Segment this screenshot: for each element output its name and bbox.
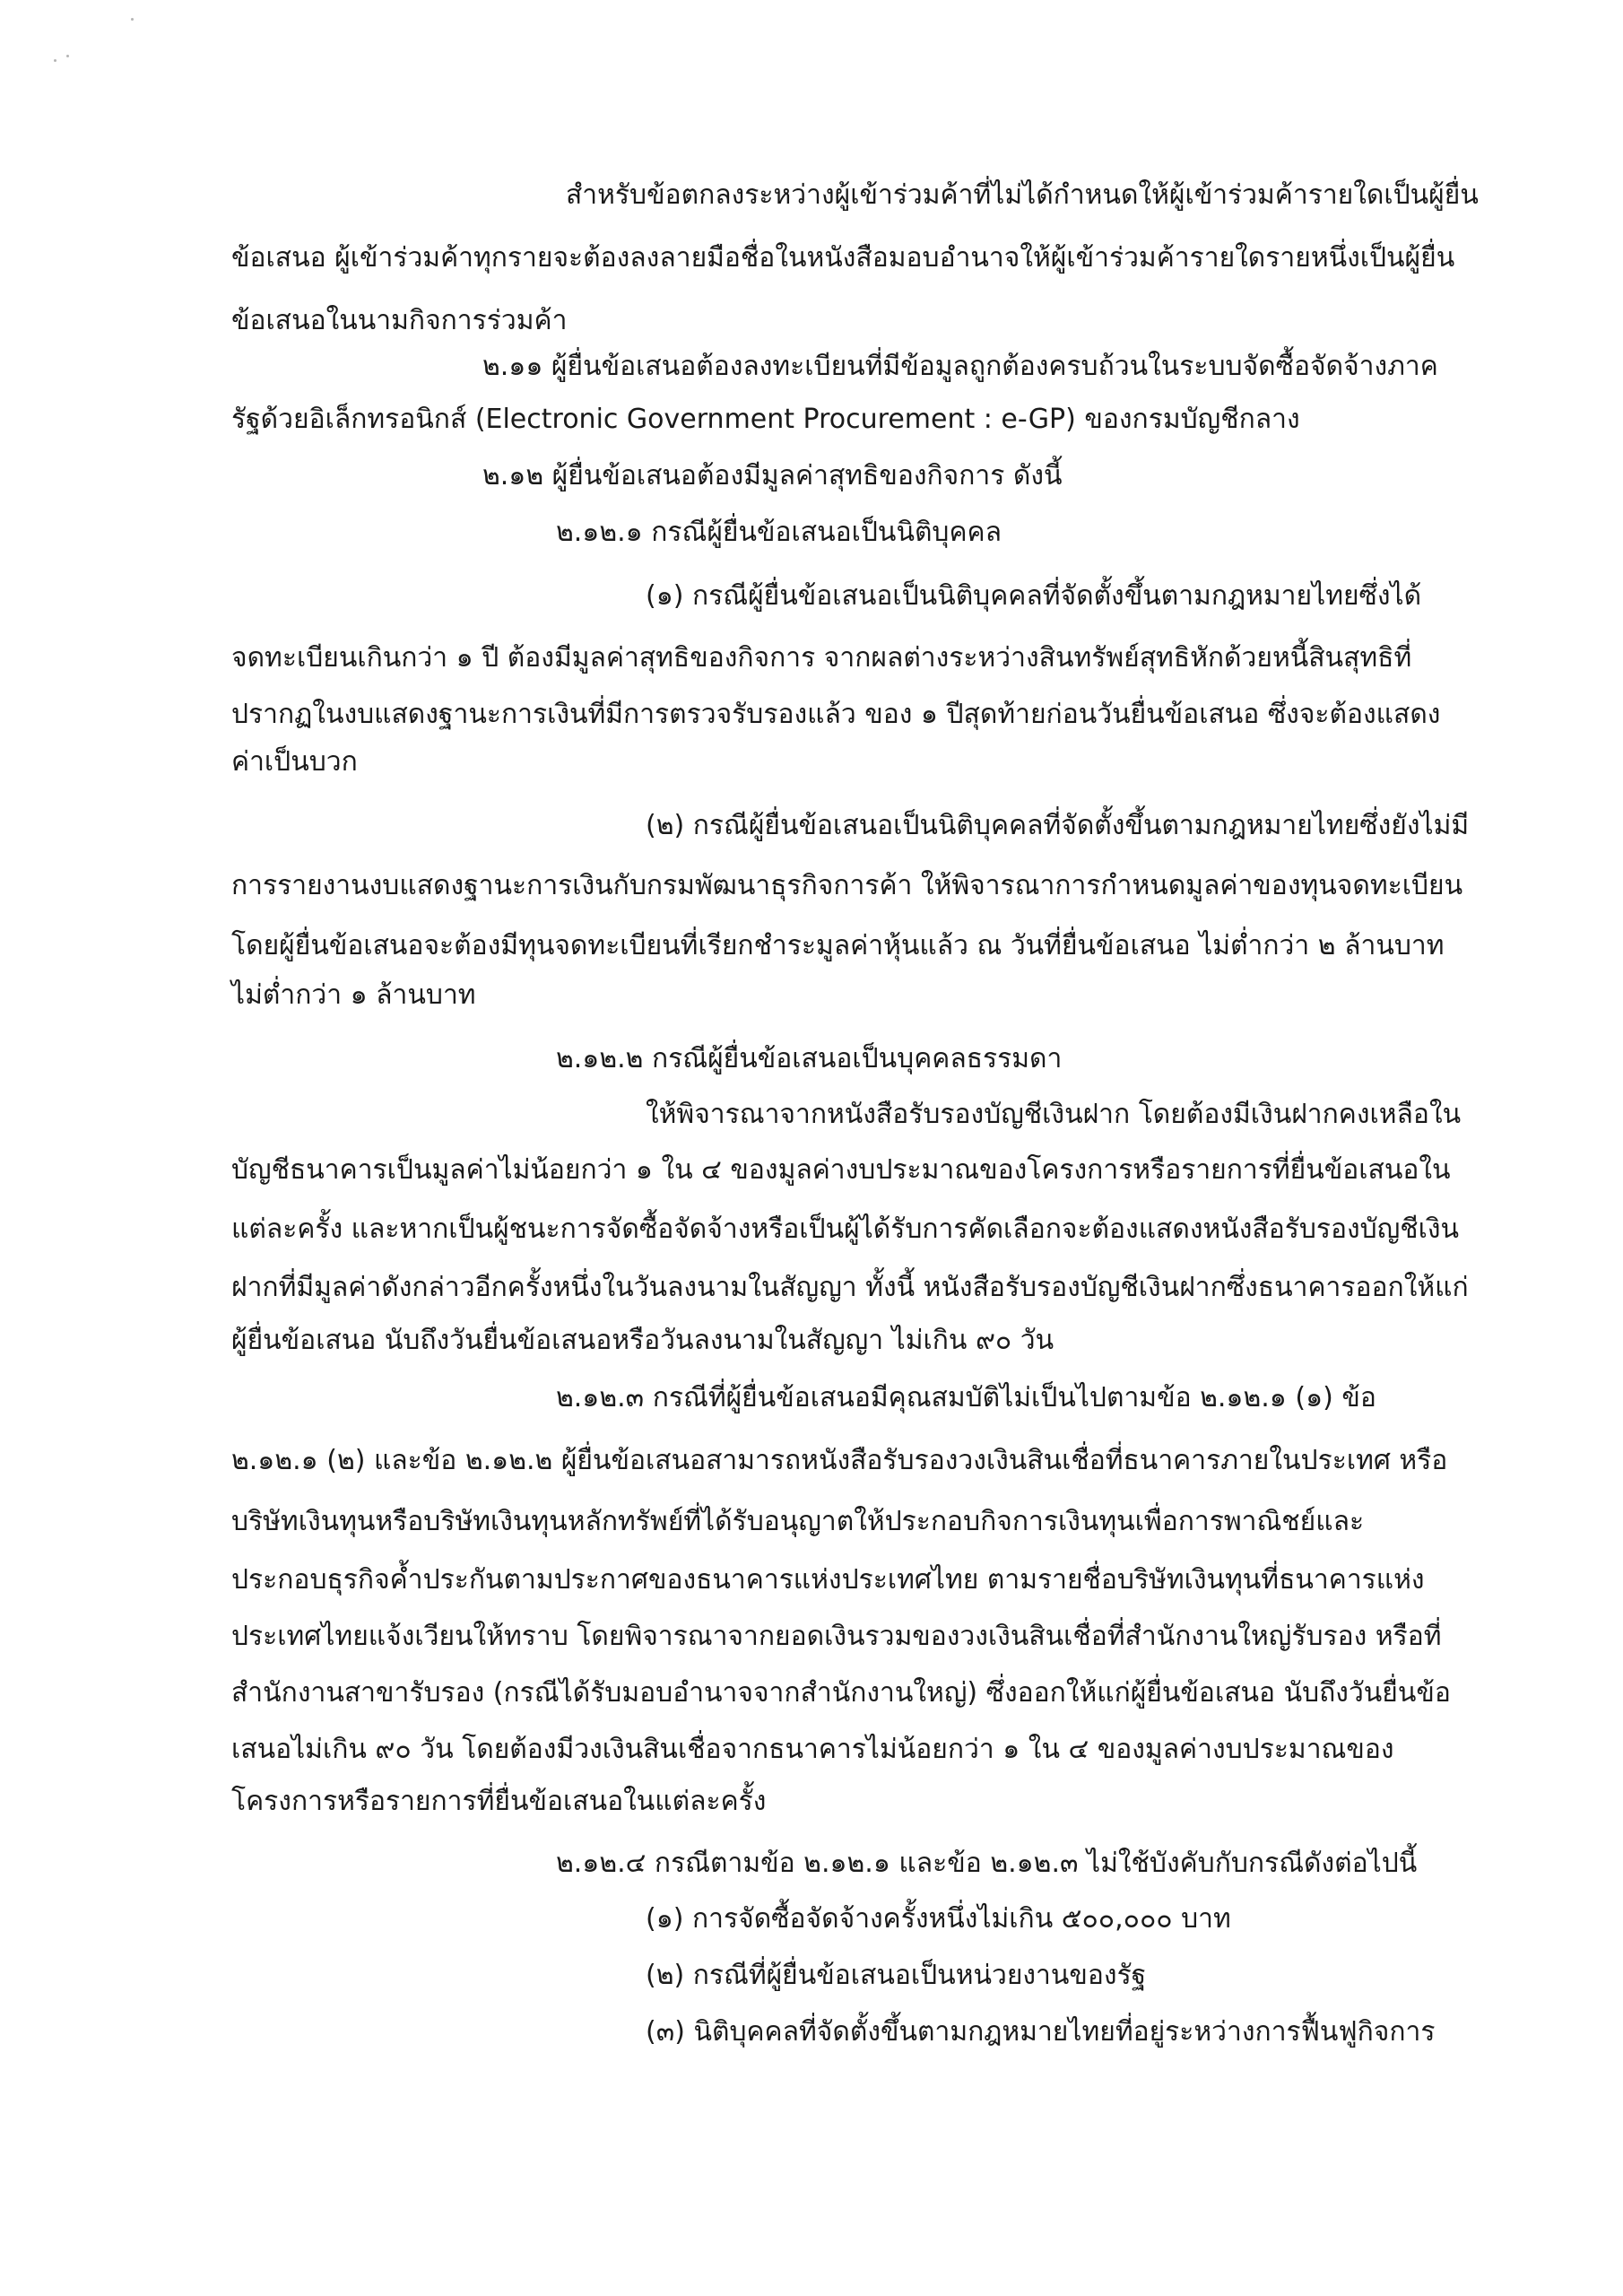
paragraph-line: ประเทศไทยแจ้งเวียนให้ทราบ โดยพิจารณาจากยอดเงินรวมของวงเงินสินเชื่อที่สำนักงานใหญ่รับรอง หรือที่ (231, 1621, 1442, 1652)
scan-speck (66, 55, 69, 57)
list-item: (๒) กรณีผู้ยื่นข้อเสนอเป็นนิติบุคคลที่จัดตั้งขึ้นตามกฎหมายไทยซึ่งยังไม่มี (646, 810, 1470, 841)
paragraph-line: ปรากฏในงบแสดงฐานะการเงินที่มีการตรวจรับรองแล้ว ของ ๑ ปีสุดท้ายก่อนวันยื่นข้อเสนอ ซึ่งจะต้องแสดง (231, 699, 1441, 730)
subsection-heading: ๒.๑๒.๒ กรณีผู้ยื่นข้อเสนอเป็นบุคคลธรรมดา (556, 1043, 1063, 1074)
paragraph-line: รัฐด้วยอิเล็กทรอนิกส์ (Electronic Government Procurement : e-GP) ของกรมบัญชีกลาง (231, 404, 1300, 435)
paragraph-line: บัญชีธนาคารเป็นมูลค่าไม่น้อยกว่า ๑ ใน ๔ ของมูลค่างบประมาณของโครงการหรือรายการที่ยื่นข้อเสนอใน (231, 1154, 1451, 1186)
paragraph-line: เสนอไม่เกิน ๙๐ วัน โดยต้องมีวงเงินสินเชื่อจากธนาคารไม่น้อยกว่า ๑ ใน ๔ ของมูลค่างบประมาณของ (231, 1734, 1394, 1765)
list-item: (๑) การจัดซื้อจัดจ้างครั้งหนึ่งไม่เกิน ๕๐๐,๐๐๐ บาท (646, 1903, 1231, 1935)
paragraph-line: ผู้ยื่นข้อเสนอ นับถึงวันยื่นข้อเสนอหรือวันลงนามในสัญญา ไม่เกิน ๙๐ วัน (231, 1325, 1055, 1356)
paragraph-line: แต่ละครั้ง และหากเป็นผู้ชนะการจัดซื้อจัดจ้างหรือเป็นผู้ได้รับการคัดเลือกจะต้องแสดงหนังสือรับรองบัญชีเงิน (231, 1213, 1460, 1245)
paragraph-line: ฝากที่มีมูลค่าดังกล่าวอีกครั้งหนึ่งในวันลงนามในสัญญา ทั้งนี้ หนังสือรับรองบัญชีเงินฝากซึ่งธนาคารออกให้แก่ (231, 1272, 1469, 1303)
section-heading: ๒.๑๒ ผู้ยื่นข้อเสนอต้องมีมูลค่าสุทธิของกิจการ ดังนี้ (482, 460, 1063, 491)
paragraph-line: ไม่ต่ำกว่า ๑ ล้านบาท (231, 979, 476, 1011)
paragraph-line: ข้อเสนอในนามกิจการร่วมค้า (231, 305, 568, 336)
paragraph-line: การรายงานงบแสดงฐานะการเงินกับกรมพัฒนาธุรกิจการค้า ให้พิจารณาการกำหนดมูลค่าของทุนจดทะเบียน (231, 870, 1463, 901)
list-item: (๓) นิติบุคคลที่จัดตั้งขึ้นตามกฎหมายไทยที่อยู่ระหว่างการฟื้นฟูกิจการ (646, 2016, 1436, 2048)
paragraph-line: โครงการหรือรายการที่ยื่นข้อเสนอในแต่ละครั้ง (231, 1786, 767, 1817)
scan-speck (54, 59, 56, 62)
paragraph-line: ข้อเสนอ ผู้เข้าร่วมค้าทุกรายจะต้องลงลายมือชื่อในหนังสือมอบอำนาจให้ผู้เข้าร่วมค้ารายใดรายหนึ่งเป็นผู้ยื่น (231, 242, 1455, 274)
paragraph-line: สำนักงานสาขารับรอง (กรณีได้รับมอบอำนาจจากสำนักงานใหญ่) ซึ่งออกให้แก่ผู้ยื่นข้อเสนอ นับถึงวันยื่นข้อ (231, 1677, 1451, 1709)
subsection-heading: ๒.๑๒.๑ กรณีผู้ยื่นข้อเสนอเป็นนิติบุคคล (556, 517, 1002, 548)
paragraph-line: โดยผู้ยื่นข้อเสนอจะต้องมีทุนจดทะเบียนที่เรียกชำระมูลค่าหุ้นแล้ว ณ วันที่ยื่นข้อเสนอ ไม่ต่ำกว่า ๒ ล้านบาท (231, 930, 1445, 961)
subsection-heading: ๒.๑๒.๓ กรณีที่ผู้ยื่นข้อเสนอมีคุณสมบัติไม่เป็นไปตามข้อ ๒.๑๒.๑ (๑) ข้อ (556, 1382, 1376, 1413)
paragraph-line: สำหรับข้อตกลงระหว่างผู้เข้าร่วมค้าที่ไม่ได้กำหนดให้ผู้เข้าร่วมค้ารายใดเป็นผู้ยื่น (566, 179, 1479, 211)
list-item: (๒) กรณีที่ผู้ยื่นข้อเสนอเป็นหน่วยงานของรัฐ (646, 1960, 1147, 1991)
scan-speck (131, 18, 134, 21)
subsection-heading: ๒.๑๒.๔ กรณีตามข้อ ๒.๑๒.๑ และข้อ ๒.๑๒.๓ ไม่ใช้บังคับกับกรณีดังต่อไปนี้ (556, 1848, 1418, 1879)
list-item: (๑) กรณีผู้ยื่นข้อเสนอเป็นนิติบุคคลที่จัดตั้งขึ้นตามกฎหมายไทยซึ่งได้ (646, 580, 1422, 612)
paragraph-line: ๒.๑๒.๑ (๒) และข้อ ๒.๑๒.๒ ผู้ยื่นข้อเสนอสามารถหนังสือรับรองวงเงินสินเชื่อที่ธนาคารภายในประเทศ หรือ (231, 1445, 1448, 1476)
paragraph-line: ค่าเป็นบวก (231, 746, 358, 778)
paragraph-line: ประกอบธุรกิจค้ำประกันตามประกาศของธนาคารแห่งประเทศไทย ตามรายชื่อบริษัทเงินทุนที่ธนาคารแห่ง (231, 1564, 1425, 1596)
paragraph-line: ให้พิจารณาจากหนังสือรับรองบัญชีเงินฝาก โดยต้องมีเงินฝากคงเหลือใน (646, 1099, 1462, 1130)
paragraph-line: จดทะเบียนเกินกว่า ๑ ปี ต้องมีมูลค่าสุทธิของกิจการ จากผลต่างระหว่างสินทรัพย์สุทธิหักด้วยหนี้สินสุทธิที่ (231, 642, 1412, 674)
section-heading: ๒.๑๑ ผู้ยื่นข้อเสนอต้องลงทะเบียนที่มีข้อมูลถูกต้องครบถ้วนในระบบจัดซื้อจัดจ้างภาค (482, 351, 1438, 382)
paragraph-line: บริษัทเงินทุนหรือบริษัทเงินทุนหลักทรัพย์ที่ได้รับอนุญาตให้ประกอบกิจการเงินทุนเพื่อการพาณิชย์และ (231, 1506, 1365, 1537)
